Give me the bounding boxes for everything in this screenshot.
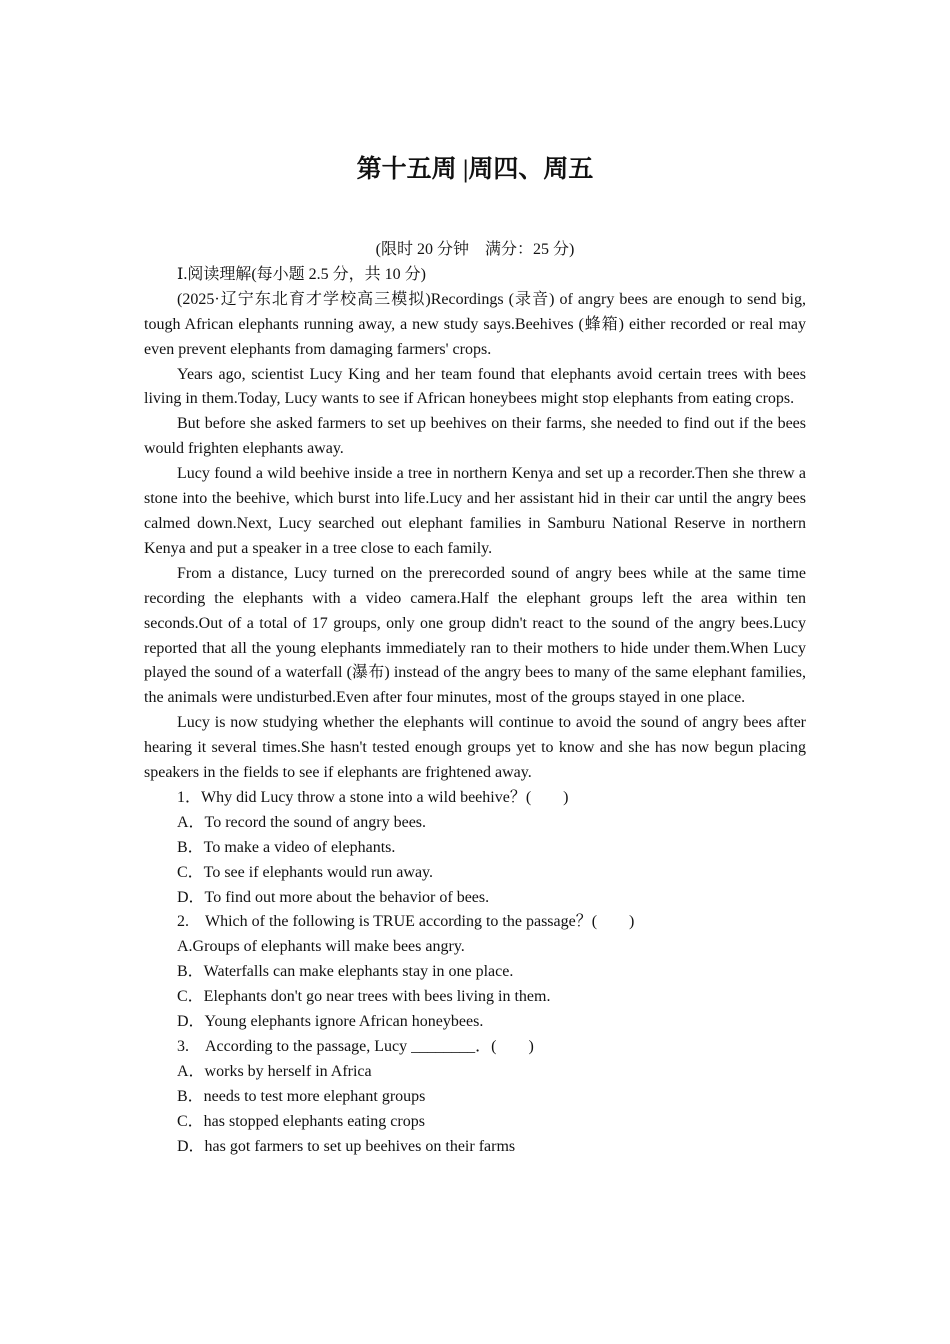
passage-paragraph-4: Lucy found a wild beehive inside a tree in northern Kenya and set up a recorder.Then she threw a stone into the beehive, which burst into life.Lucy and her assistant hid in their car until the angry bees calmed down.Next, Lucy searched out elephant families in Samburu National Reserve in northern Kenya and put a speaker in a tree close to each family. [144,465,806,557]
question-3-option-b: B．needs to test more elephant groups [177,1087,426,1105]
question-3-option-a: A．works by herself in Africa [177,1062,372,1080]
section-heading: Ⅰ.阅读理解(每小题 2.5 分，共 10 分) [177,265,426,283]
passage-paragraph-2: Years ago, scientist Lucy King and her team found that elephants avoid certain trees with bees living in them.Today, Lucy wants to see if African honeybees might stop elephants from eating crops. [144,365,806,408]
passage-paragraph-6: Lucy is now studying whether the elephants will continue to avoid the sound of angry bees after hearing it several times.She hasn't tested enough groups yet to know and she has now begun placing speakers in the fields to see if elephants are frightened away. [144,714,806,782]
question-2-stem: 2. Which of the following is TRUE according to the passage？( ) [177,913,635,931]
page-title: 第十五周 |周四、周五 [356,156,594,183]
document-body [144,238,806,1160]
question-3-option-c: C．has stopped elephants eating crops [177,1112,425,1130]
question-2-option-c: C．Elephants don't go near trees with bees living in them. [177,988,551,1006]
question-2-option-d: D．Young elephants ignore African honeybees. [177,1013,484,1031]
question-1-option-a: A．To record the sound of angry bees. [177,813,427,831]
question-2-option-a: A.Groups of elephants will make bees angry. [177,938,465,956]
passage-paragraph-1: (2025·辽宁东北育才学校高三模拟)Recordings (录音) of angry bees are enough to send big, tough African elephants running away, a new study says.Beehives (蜂箱) either recorded or real may even prevent elephants from damaging farmers' crops. [144,290,806,358]
question-1-option-b: B．To make a video of elephants. [177,838,396,856]
question-1-option-d: D．To find out more about the behavior of bees. [177,888,490,906]
question-2-option-b: B．Waterfalls can make elephants stay in one place. [177,963,514,981]
passage-paragraph-3: But before she asked farmers to set up beehives on their farms, she needed to find out if the bees would frighten elephants away. [144,415,806,458]
question-3-stem: 3. According to the passage, Lucy ________．( ) [177,1038,534,1055]
question-3-option-d: D．has got farmers to set up beehives on their farms [177,1137,516,1155]
question-1-option-c: C．To see if elephants would run away. [177,863,434,881]
question-1-stem: 1．Why did Lucy throw a stone into a wild beehive？( ) [177,788,569,806]
time-limit: (限时 20 分钟 满分：25 分) [375,241,575,258]
passage-paragraph-5: From a distance, Lucy turned on the prerecorded sound of angry bees while at the same time recording the elephants with a video camera.Half the elephant groups left the area within ten seconds.Out of a total of 17 groups, only one group didn't react to the sound of the angry bees.Lucy reported that all the young elephants immediately ran to their mothers to hide under them.When Lucy played the sound of a waterfall (瀑布) instead of the angry bees to many of the same elephant families, the animals were undisturbed.Even after four minutes, most of the groups stayed in one place. [144,564,806,707]
